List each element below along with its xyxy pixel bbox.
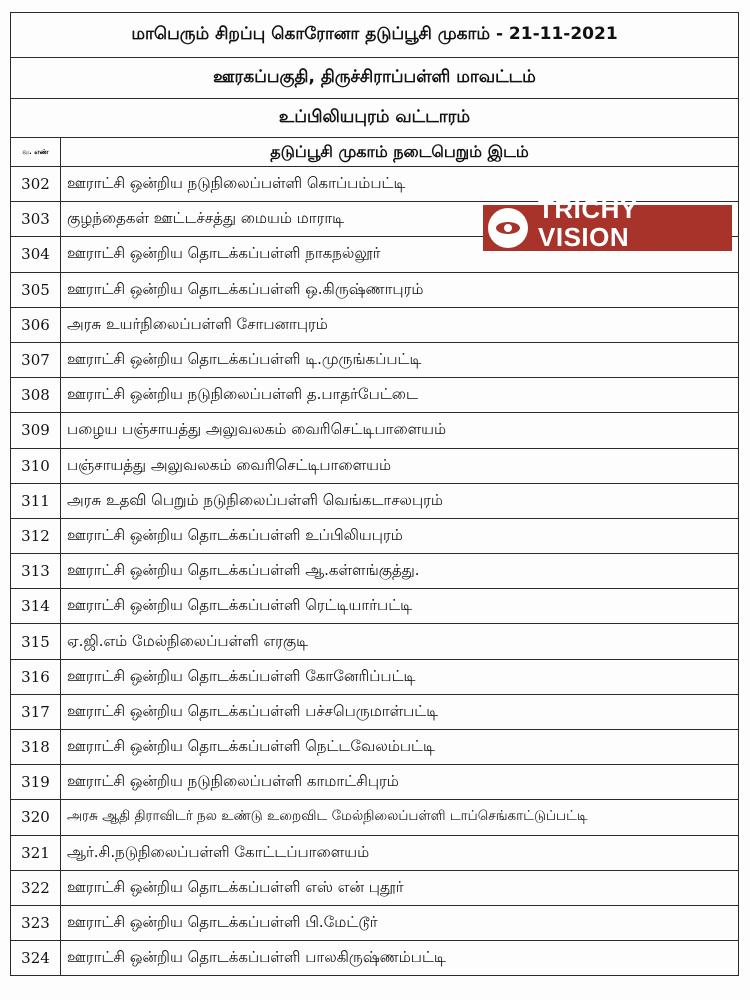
- district-row: [11, 58, 739, 99]
- table-row: [11, 518, 739, 553]
- camp-location: ஊராட்சி ஒன்றிய தொடக்கப்பள்ளி நெட்டவேலம்பட்டி: [61, 730, 739, 765]
- serial-number: 317: [11, 694, 61, 729]
- table-row: [11, 378, 739, 413]
- table-row: [11, 730, 739, 765]
- title-row: [11, 13, 739, 58]
- table-row: [11, 413, 739, 448]
- table-row: [11, 624, 739, 659]
- camp-location: ஊராட்சி ஒன்றிய தொடக்கப்பள்ளி கோனேரிப்பட்டி: [61, 659, 739, 694]
- table-row: [11, 589, 739, 624]
- serial-number: 308: [11, 378, 61, 413]
- table-row: [11, 483, 739, 518]
- camp-location: பழைய பஞ்சாயத்து அலுவலகம் வைரிசெட்டிபாளையம்: [61, 413, 739, 448]
- table-row: [11, 800, 739, 835]
- camp-location: அரசு ஆதி திராவிடர் நல உண்டு உறைவிட மேல்நிலைப்பள்ளி டாப்செங்காட்டுப்பட்டி: [61, 800, 739, 835]
- camp-location: ஊராட்சி ஒன்றிய தொடக்கப்பள்ளி டி.முருங்கப்பட்டி: [61, 342, 739, 377]
- serial-number: 312: [11, 518, 61, 553]
- table-row: [11, 941, 739, 976]
- place-column-header: தடுப்பூசி முகாம் நடைபெறும் இடம்: [61, 138, 739, 167]
- vaccination-camp-table: [10, 12, 739, 976]
- camp-location: ஊராட்சி ஒன்றிய தொடக்கப்பள்ளி நாகநல்லூர்: [61, 237, 739, 272]
- serial-number: 318: [11, 730, 61, 765]
- district-heading: ஊரகப்பகுதி, திருச்சிராப்பள்ளி மாவட்டம்: [11, 58, 739, 99]
- watermark-tagline: THE THIRD EYE: [665, 252, 732, 259]
- serial-number: 321: [11, 835, 61, 870]
- serial-number: 324: [11, 941, 61, 976]
- camp-location: ஊராட்சி ஒன்றிய நடுநிலைப்பள்ளி கொப்பம்பட்டி: [61, 167, 739, 202]
- table-row: [11, 694, 739, 729]
- block-row: [11, 99, 739, 138]
- serial-number: 316: [11, 659, 61, 694]
- camp-location: ஊராட்சி ஒன்றிய தொடக்கப்பள்ளி ஆ.கள்ளங்குத்து.: [61, 554, 739, 589]
- column-header-row: [11, 138, 739, 167]
- table-row: [11, 272, 739, 307]
- serial-number: 309: [11, 413, 61, 448]
- camp-location: ஊராட்சி ஒன்றிய நடுநிலைப்பள்ளி காமாட்சிபுரம்: [61, 765, 739, 800]
- table-row: [11, 307, 739, 342]
- table-row: [11, 835, 739, 870]
- camp-location: ஊராட்சி ஒன்றிய தொடக்கப்பள்ளி பச்சபெருமாள்பட்டி: [61, 694, 739, 729]
- serial-number: 320: [11, 800, 61, 835]
- watermark-brand: TRICHY VISION: [538, 194, 638, 252]
- serial-number: 319: [11, 765, 61, 800]
- camp-location: பஞ்சாயத்து அலுவலகம் வைரிசெட்டிபாளையம்: [61, 448, 739, 483]
- document-title: மாபெரும் சிறப்பு கொரோனா தடுப்பூசி முகாம் - 21-11-2021: [11, 13, 739, 58]
- camp-location: அரசு உதவி பெறும் நடுநிலைப்பள்ளி வெங்கடாசலபுரம்: [61, 483, 739, 518]
- serial-number: 306: [11, 307, 61, 342]
- table-row: [11, 342, 739, 377]
- serial-number: 302: [11, 167, 61, 202]
- camp-location: ஊராட்சி ஒன்றிய தொடக்கப்பள்ளி எஸ் என் புதூர்: [61, 870, 739, 905]
- camp-location: ஊராட்சி ஒன்றிய தொடக்கப்பள்ளி பி.மேட்டூர்: [61, 905, 739, 940]
- table-row: [11, 554, 739, 589]
- camp-location: ஊராட்சி ஒன்றிய தொடக்கப்பள்ளி உப்பிலியபுரம்: [61, 518, 739, 553]
- serial-column-header: வ. எண்: [11, 138, 61, 167]
- camp-location: ஆர்.சி.நடுநிலைப்பள்ளி கோட்டப்பாளையம்: [61, 835, 739, 870]
- block-heading: உப்பிலியபுரம் வட்டாரம்: [11, 99, 739, 138]
- serial-number: 305: [11, 272, 61, 307]
- serial-number: 303: [11, 202, 61, 237]
- table-row: [11, 659, 739, 694]
- table-row: [11, 905, 739, 940]
- serial-number: 315: [11, 624, 61, 659]
- camp-location: அரசு உயர்நிலைப்பள்ளி சோபனாபுரம்: [61, 307, 739, 342]
- trichy-vision-watermark: [483, 194, 732, 259]
- serial-number: 311: [11, 483, 61, 518]
- serial-number: 314: [11, 589, 61, 624]
- camp-location: குழந்தைகள் ஊட்டச்சத்து மையம் மாராடி: [61, 202, 739, 237]
- camp-location: ஊராட்சி ஒன்றிய தொடக்கப்பள்ளி ரெட்டியார்பட்டி: [61, 589, 739, 624]
- serial-number: 323: [11, 905, 61, 940]
- camp-location: ஊராட்சி ஒன்றிய நடுநிலைப்பள்ளி த.பாதர்பேட்டை: [61, 378, 739, 413]
- serial-number: 307: [11, 342, 61, 377]
- serial-number: 313: [11, 554, 61, 589]
- table-row: [11, 870, 739, 905]
- serial-number: 304: [11, 237, 61, 272]
- table-row: [11, 448, 739, 483]
- serial-number: 322: [11, 870, 61, 905]
- camp-location: ஏ.ஜி.எம் மேல்நிலைப்பள்ளி எரகுடி: [61, 624, 739, 659]
- serial-number: 310: [11, 448, 61, 483]
- camp-location: ஊராட்சி ஒன்றிய தொடக்கப்பள்ளி பாலகிருஷ்ணம்பட்டி: [61, 941, 739, 976]
- camp-location: ஊராட்சி ஒன்றிய தொடக்கப்பள்ளி ஒ.கிருஷ்ணாபுரம்: [61, 272, 739, 307]
- table-row: [11, 765, 739, 800]
- eye-logo-icon: [488, 208, 528, 248]
